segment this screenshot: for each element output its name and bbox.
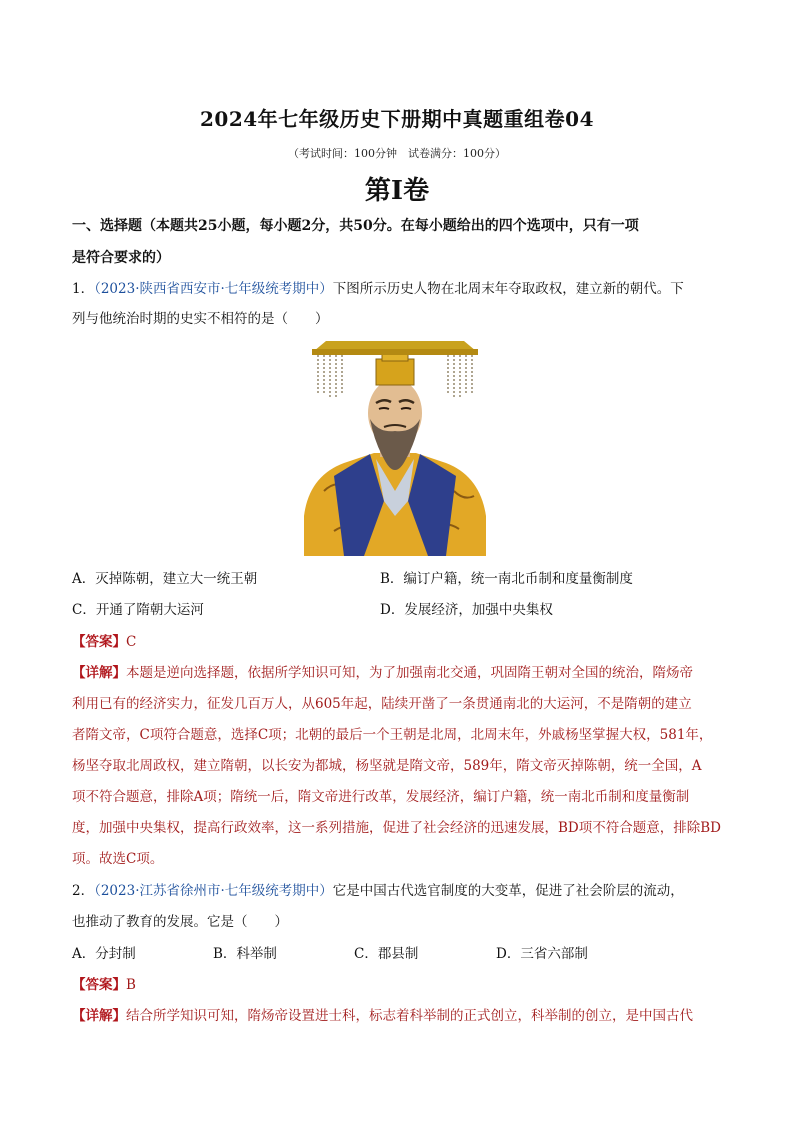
exam-subtitle: （考试时间：100分钟 试卷满分：100分） xyxy=(288,147,506,160)
q1-stem-text-1: 下图所示历史人物在北周末年夺取政权，建立新的朝代。下 xyxy=(332,281,684,297)
q2-detail-line-1 xyxy=(72,1006,732,1026)
q1-detail-line-5: 项不符合题意，排除A项；隋统一后，隋文帝进行改革，发展经济，编订户籍，统一南北币制和度量衡制 xyxy=(72,789,690,805)
q1-detail-text-1: 本题是逆向选择题，依据所学知识可知，为了加强南北交通，巩固隋王朝对全国的统治，隋炀帝 xyxy=(126,665,693,681)
section-heading-line-1: 一、选择题（本题共25小题，每小题2分，共50分。在每小题给出的四个选项中，只有一项 xyxy=(72,218,639,234)
q2-stem-text-1: 它是中国古代选官制度的大变革，促进了社会阶层的流动， xyxy=(332,883,684,899)
q1-answer-value: C xyxy=(126,634,137,650)
q1-detail-line-1 xyxy=(72,663,732,683)
q1-option-b[interactable]: B．编订户籍，统一南北币制和度量衡制度 xyxy=(380,571,633,587)
q1-answer xyxy=(72,632,732,652)
q2-option-d[interactable]: D．三省六部制 xyxy=(496,946,588,962)
exam-title: 2024年七年级历史下册期中真题重组卷04 xyxy=(200,107,594,131)
q1-detail-line-4: 杨坚夺取北周政权，建立隋朝，以长安为都城，杨坚就是隋文帝，589年，隋文帝灭掉陈朝，统一全国，A xyxy=(72,758,702,774)
q2-answer-label: 【答案】 xyxy=(72,977,126,993)
volume-heading: 第Ⅰ卷 xyxy=(364,176,430,206)
section-heading-line-2: 是符合要求的） xyxy=(72,250,170,266)
q1-detail-line-3: 者隋文帝，C项符合题意，选择C项；北朝的最后一个王朝是北周，北周末年，外戚杨坚掌握大权，581年， xyxy=(72,727,713,743)
q2-option-b[interactable]: B．科举制 xyxy=(213,946,277,962)
q1-option-a[interactable]: A．灭掉陈朝，建立大一统王朝 xyxy=(72,571,258,587)
section-heading xyxy=(72,210,722,274)
q1-answer-label: 【答案】 xyxy=(72,634,126,650)
q1-source: （2023·陕西省西安市·七年级统考期中） xyxy=(94,281,333,297)
q2-answer xyxy=(72,975,732,995)
q2-detail-label: 【详解】 xyxy=(72,1008,126,1024)
emperor-portrait-image xyxy=(304,341,486,556)
q1-detail-line-6: 度，加强中央集权，提高行政效率，这一系列措施，促进了社会经济的迅速发展，BD项不符合题意，排除BD xyxy=(72,820,721,836)
q2-stem-line-2: 也推动了教育的发展。它是（ ） xyxy=(72,914,288,930)
q1-stem-line-2: 列与他统治时期的史实不相符的是（ ） xyxy=(72,311,329,327)
q1-detail-line-7: 项。故选C项。 xyxy=(72,851,164,867)
q2-answer-value: B xyxy=(126,977,136,993)
q1-detail-line-2: 利用已有的经济实力，征发几百万人，从605年起，陆续开凿了一条贯通南北的大运河，不是隋朝的建立 xyxy=(72,696,692,712)
q2-source: （2023·江苏省徐州市·七年级统考期中） xyxy=(94,883,333,899)
q2-stem-line-1 xyxy=(72,881,732,901)
q1-option-c[interactable]: C．开通了隋朝大运河 xyxy=(72,602,204,618)
q2-option-c[interactable]: C．郡县制 xyxy=(354,946,419,962)
q2-detail-text-1: 结合所学知识可知，隋炀帝设置进士科，标志着科举制的正式创立，科举制的创立，是中国古代 xyxy=(126,1008,693,1024)
q1-number: 1． xyxy=(72,281,95,297)
q2-number: 2． xyxy=(72,883,95,899)
q1-option-d[interactable]: D．发展经济，加强中央集权 xyxy=(380,602,553,618)
q2-option-a[interactable]: A．分封制 xyxy=(72,946,136,962)
q1-detail-label: 【详解】 xyxy=(72,665,126,681)
q1-stem-line-1 xyxy=(72,279,732,299)
